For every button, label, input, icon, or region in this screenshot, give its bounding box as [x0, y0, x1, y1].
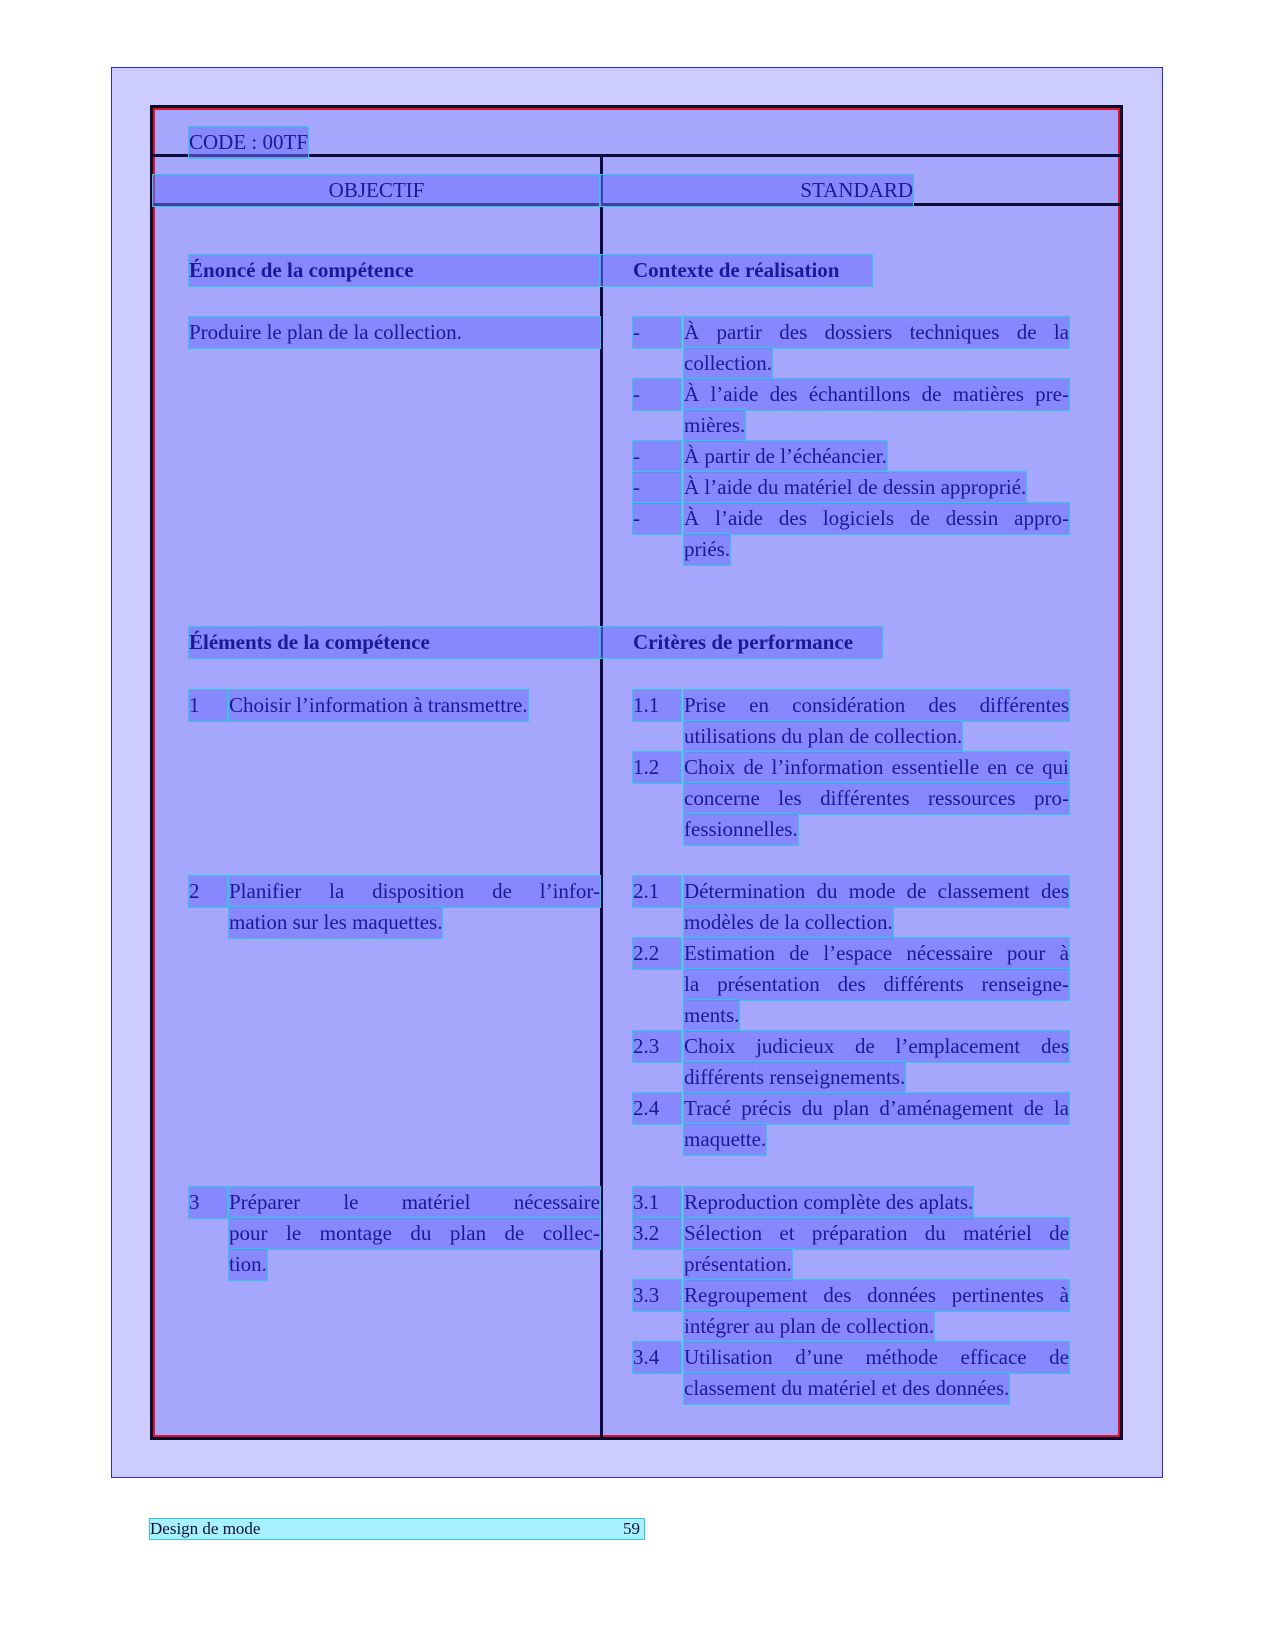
enonce-text: Produire le plan de la collection.: [189, 317, 600, 348]
critere-item-number: 3.4: [633, 1342, 681, 1373]
contexte-item-number: -: [633, 317, 681, 348]
critere-item-number: 2.4: [633, 1093, 681, 1124]
critere-item-number: 2.2: [633, 938, 681, 969]
contexte-item-number: -: [633, 472, 681, 503]
critere-item-number: 1.1: [633, 690, 681, 721]
critere-item-line: Choix de l’information essentielle en ce qui: [684, 752, 1069, 783]
critere-item-line: Détermination du mode de classement des: [684, 876, 1069, 907]
code-label: CODE : 00TF: [189, 127, 308, 158]
criteres-title: Critères de performance: [600, 627, 882, 658]
footer-title: Design de mode: [150, 1519, 261, 1538]
critere-item-line: concerne les différentes ressources pro-: [684, 783, 1069, 814]
critere-item-number: 1.2: [633, 752, 681, 783]
column-header-objectif: OBJECTIF: [153, 175, 600, 206]
element-item-line: tion.: [229, 1249, 267, 1280]
elements-title: Éléments de la compétence: [189, 627, 600, 658]
contexte-item-line: mières.: [684, 410, 745, 441]
contexte-item-line: collection.: [684, 348, 772, 379]
critere-item-line: présentation.: [684, 1249, 792, 1280]
page-footer: [150, 1519, 644, 1539]
element-item-line: Choisir l’information à transmettre.: [229, 690, 528, 721]
critere-item-line: Sélection et préparation du matériel de: [684, 1218, 1069, 1249]
critere-item-line: Reproduction complète des aplats.: [684, 1187, 973, 1218]
contexte-item-line: À l’aide des échantillons de matières pre-: [684, 379, 1069, 410]
element-item-line: Planifier la disposition de l’infor-: [229, 876, 600, 907]
contexte-item-line: priés.: [684, 534, 730, 565]
critere-item-number: 3.3: [633, 1280, 681, 1311]
contexte-item-number: -: [633, 441, 681, 472]
contexte-item-line: À partir des dossiers techniques de la: [684, 317, 1069, 348]
critere-item-line: maquette.: [684, 1124, 766, 1155]
table-column-divider: [600, 157, 603, 1440]
critere-item-line: Prise en considération des différentes: [684, 690, 1069, 721]
element-item-line: Préparer le matériel nécessaire: [229, 1187, 600, 1218]
contexte-item-number: -: [633, 503, 681, 534]
contexte-item-line: À l’aide des logiciels de dessin appro-: [684, 503, 1069, 534]
critere-item-line: Estimation de l’espace nécessaire pour à: [684, 938, 1069, 969]
critere-item-line: Tracé précis du plan d’aménagement de la: [684, 1093, 1069, 1124]
critere-item-number: 2.3: [633, 1031, 681, 1062]
element-item-number: 1: [189, 690, 227, 721]
element-item-line: pour le montage du plan de collec-: [229, 1218, 600, 1249]
element-item-line: mation sur les maquettes.: [229, 907, 442, 938]
enonce-title: Énoncé de la compétence: [189, 255, 600, 286]
critere-item-line: ments.: [684, 1000, 739, 1031]
critere-item-line: utilisations du plan de collection.: [684, 721, 962, 752]
element-item-number: 2: [189, 876, 227, 907]
contexte-item-line: À l’aide du matériel de dessin approprié.: [684, 472, 1026, 503]
critere-item-number: 2.1: [633, 876, 681, 907]
critere-item-line: Choix judicieux de l’emplacement des: [684, 1031, 1069, 1062]
critere-item-line: différents renseignements.: [684, 1062, 905, 1093]
critere-item-line: classement du matériel et des données.: [684, 1373, 1009, 1404]
contexte-title: Contexte de réalisation: [600, 255, 872, 286]
element-item-number: 3: [189, 1187, 227, 1218]
critere-item-number: 3.1: [633, 1187, 681, 1218]
critere-item-line: intégrer au plan de collection.: [684, 1311, 934, 1342]
critere-item-number: 3.2: [633, 1218, 681, 1249]
column-header-standard: STANDARD: [600, 175, 913, 206]
contexte-item-line: À partir de l’échéancier.: [684, 441, 887, 472]
contexte-item-number: -: [633, 379, 681, 410]
critere-item-line: Utilisation d’une méthode efficace de: [684, 1342, 1069, 1373]
critere-item-line: Regroupement des données pertinentes à: [684, 1280, 1069, 1311]
footer-page-number: 59: [623, 1519, 640, 1538]
critere-item-line: fessionnelles.: [684, 814, 798, 845]
critere-item-line: la présentation des différents renseigne-: [684, 969, 1069, 1000]
critere-item-line: modèles de la collection.: [684, 907, 893, 938]
